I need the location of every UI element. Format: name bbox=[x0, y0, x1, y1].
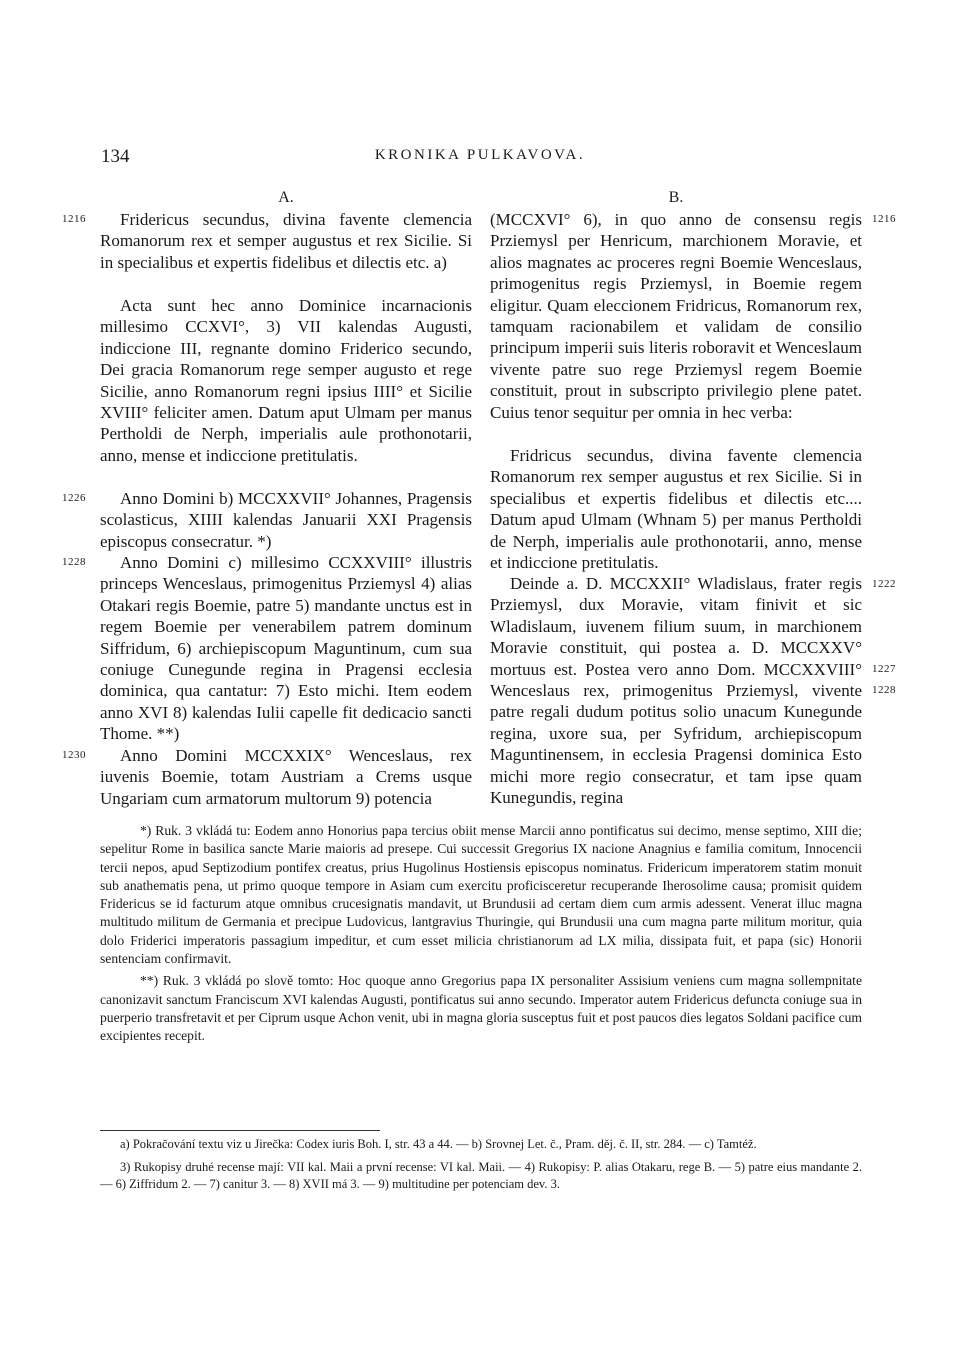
manuscript-notes bbox=[100, 822, 862, 1046]
margin-year: 1216 bbox=[62, 213, 86, 225]
margin-year: 1222 bbox=[872, 578, 896, 590]
column-a-paragraph: Fridericus secundus, divina favente clemencia Romanorum rex et semper augustus et rex Sicilie. Si in specialibus et expertis fidelibus et dilectis etc. a) bbox=[100, 210, 472, 272]
column-b-paragraph: (MCCXVI° 6), in quo anno de consensu regis Przіemysl per Henricum, marchionem Moravie, et alios magnates ac proceres regni Boemie Wenceslaus, primogenitus regis Przіemysl, in Boemie regem eligitur. Quam eleccionem Fridricus, Romanorum rex, tamquam racionabilem et validam de consilio principum imperii suis literis roboravit et Wenceslaum vivente patre suo rege Przіemysl regem Boemie constituit, prout in subscripto privilegio plene patet. Cuius tenor sequitur per omnia in hec verba: bbox=[490, 210, 862, 422]
column-b-paragraph: Deinde a. D. MCCXXII° Wladislaus, frater regis Przіemysl, dux Moravie, vitam finivit et sic Wladislaum, iuvenem filium suum, in marchionem Moravie constituit, qui postea a. D. MCCXXV° mortuus est. Postea vero anno Dom. MCCXXVIII° Wenceslaus rex, primogenitus Przіemysl, vivente patre regali dudum potitus solio unacum Kunegunde regina, uxore sua, per Syfridum, archiepiscopum Maguntinensem, in ecclesia Pragensi dominica Esto michi more regio consecratur, et tam ipse quam Kunegundis, regina bbox=[490, 574, 862, 808]
column-a-paragraph: Anno Domini MCCXXIX° Wenceslaus, rex iuvenis Boemie, totam Austriam a Crems usque Ungariam cum armatorum multorum 9) potencia bbox=[100, 746, 472, 808]
page-number: 134 bbox=[101, 146, 130, 167]
margin-year: 1227 bbox=[872, 663, 896, 675]
manuscript-note: **) Ruk. 3 vkládá po slově tomto: Hoc quoque anno Gregorius papa IX personaliter Assisium veniens cum magna sollempnitate canonizavit sanctum Franciscum XVI kalendas Augusti, pontificatus sui anno secundo. Imperator autem Fridericus defuncta coniuge sua in puerperio transfretavit et per Ciprum usque Achon venit, ubi in magna gloria susceptus fuit et post paucos dies legatos Soldani pacifice cum excipientes recepit. bbox=[100, 973, 862, 1044]
column-b-paragraph: Fridricus secundus, divina favente clemencia Romanorum rex semper augustus et rex Sicilie. Si in specialibus et expertis fidelibus et dilectis etc.... Datum apud Ulmam (Whnam 5) per manus Pertholdi de Nerph, imperialis aule prothonotarii, anno, mense et indiccione pretitulatis. bbox=[490, 446, 862, 573]
footnote-divider bbox=[100, 1130, 380, 1131]
manuscript-note: *) Ruk. 3 vkládá tu: Eodem anno Honorius papa tercius obiit mense Marcii anno pontificatus sui decimo, mense septimo, XIII die; sepelitur Rome in basilica sancte Marie maioris ad presepe. Cui successit Gregorius IX nacione Anagnius e familia comitum, Innocencii tercii nepos, apud Septizodium pontifex creatus, prius Hugolinus Hostiensis episcopus nominatus. Fridericum imperatorem statim monuit sub anathematis pena, ut primo quoque tempore in Asiam cum exercitu proficisceretur recuperande Iherosolime causa; promisit quidem Fridericus se id facturum atque omnibus crucesignatis mandavit, ut Brundusii ad certam diem cum armis adessent. Venerat illuc magna multitudo militum de Germania et precipue Ludovicus, lantgravius Thuringie, qui Brundusii una cum magna parte militum moritur, quia dolo Friderici imperatoris passagium impeditur, et cum esset milicia christianorum ad LX milia, dissipata fuit, et papa (sic) Honorii sentenciam confirmavit. bbox=[100, 823, 862, 967]
column-b-heading: B. bbox=[668, 189, 684, 206]
margin-year: 1228 bbox=[872, 684, 896, 696]
column-a-paragraph: Anno Domini c) millesimo CCXXVIII° illustris princeps Wenceslaus, primogenitus Prziemysl 4) alias Otakari regis Boemie, patre 5) mandante unctus est in regem Boemie per venerabilem patrem dominum Siffridum, 6) archiepiscopum Maguntinum, cum sua coniuge Cunegunde regina in Pragensi ecclesia dominica, qua cantatur: 7) Esto michi. Item eodem anno XVI 8) kalendas Iulii capelle fit dedicacio sancti Thome. **) bbox=[100, 553, 472, 744]
column-a bbox=[100, 187, 472, 809]
column-a-paragraph: Acta sunt hec anno Dominice incarnacionis millesimo CCXVI°, 3) VII kalendas Augusti, indiccione III, regnante domino Friderico secundo, Dei gracia Romanorum rege semper augusto et rege Sicilie, anno Romanorum regni ipsius IIII° et Sicilie XVIII° feliciter amen. Datum aput Ulmam per manus Pertholdi de Nerph, imperialis aule prothonotarii, anno, mense et indiccione pretitulatis. bbox=[100, 296, 472, 465]
margin-year: 1228 bbox=[62, 556, 86, 568]
editorial-notes bbox=[100, 1136, 862, 1199]
running-title: KRONIKA PULKAVOVA. bbox=[374, 147, 586, 163]
column-b bbox=[490, 187, 862, 808]
column-a-paragraph: Anno Domini b) MCCXXVII° Johannes, Pragensis scolasticus, XIIII kalendas Januarii XXI Pragensis episcopus consecratur. *) bbox=[100, 489, 472, 551]
editorial-note: 3) Rukopisy druhé recense mají: VII kal. Maii a první recense: VI kal. Maii. — 4) Rukopisy: P. alias Otakaru, rege B. — 5) patre eius mandante 2. — 6) Ziffridum 2. — 7) canitur 3. — 8) XVII má 3. — 9) multitudine per potenciam dev. 3. bbox=[100, 1160, 862, 1191]
column-a-heading: A. bbox=[278, 189, 294, 206]
margin-year: 1226 bbox=[62, 492, 86, 504]
margin-year: 1216 bbox=[872, 213, 896, 225]
margin-year: 1230 bbox=[62, 749, 86, 761]
editorial-note: a) Pokračování textu viz u Jirečka: Codex iuris Boh. I, str. 43 a 44. — b) Srovnej Let. č., Pram. děj. č. II, str. 284. — c) Tamtéž. bbox=[120, 1137, 757, 1151]
